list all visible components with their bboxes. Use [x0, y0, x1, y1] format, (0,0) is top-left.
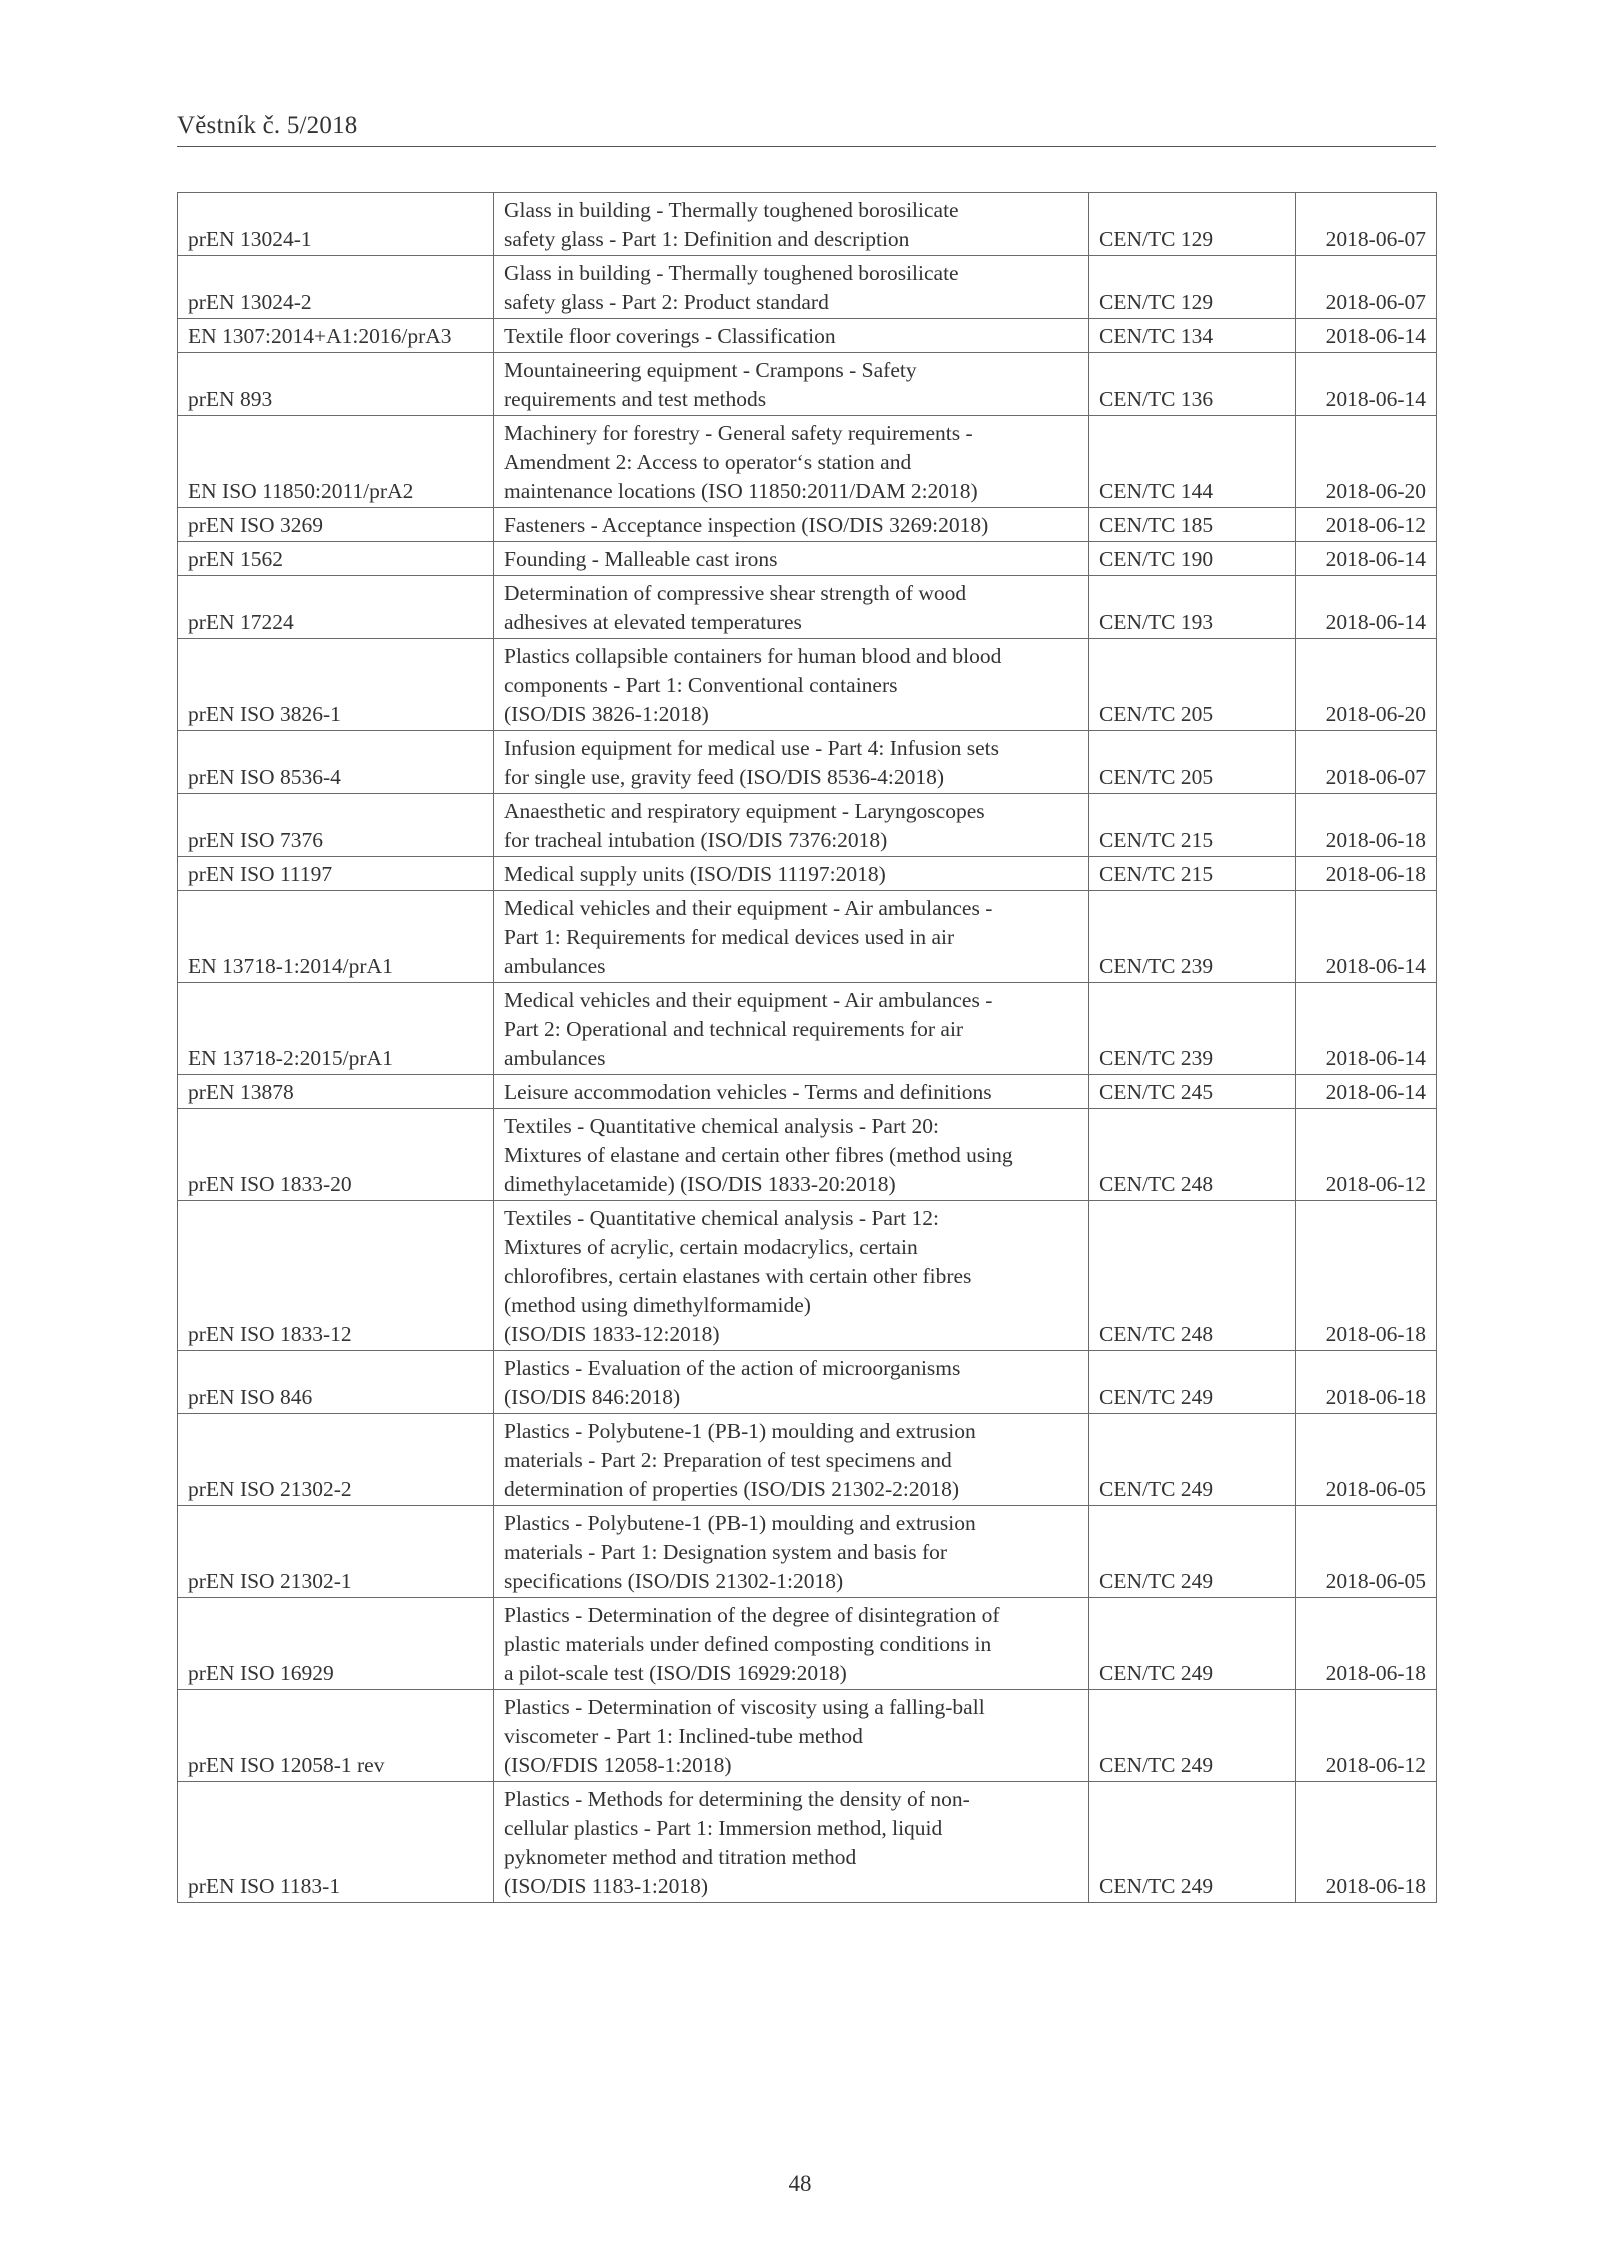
technical-committee-cell: [1089, 794, 1296, 857]
standard-code-text: EN 13718-1:2014/prA1: [188, 954, 393, 978]
standard-code-cell: [178, 1414, 494, 1506]
standard-code-cell: [178, 1109, 494, 1201]
deadline-date-cell: [1296, 1506, 1437, 1598]
technical-committee-cell: [1089, 891, 1296, 983]
deadline-date-text: 2018-06-20: [1325, 479, 1426, 503]
table-row: [178, 731, 1437, 794]
technical-committee-cell: [1089, 983, 1296, 1075]
deadline-date-text: 2018-06-18: [1325, 828, 1426, 852]
standard-code-cell: [178, 256, 494, 319]
technical-committee-cell: [1089, 731, 1296, 794]
table-row: [178, 1690, 1437, 1782]
standard-code-text: prEN 13878: [188, 1080, 294, 1104]
technical-committee-text: CEN/TC 249: [1099, 1385, 1214, 1409]
deadline-date-cell: [1296, 542, 1437, 576]
standard-title-cell: [494, 731, 1089, 794]
deadline-date-text: 2018-06-07: [1325, 227, 1426, 251]
technical-committee-text: CEN/TC 129: [1099, 227, 1214, 251]
deadline-date-cell: [1296, 1075, 1437, 1109]
standard-title-cell: [494, 639, 1089, 731]
deadline-date-cell: [1296, 1201, 1437, 1351]
standard-code-text: prEN ISO 7376: [188, 828, 323, 852]
table-row: [178, 576, 1437, 639]
standard-code-text: prEN ISO 1833-12: [188, 1322, 352, 1346]
deadline-date-text: 2018-06-14: [1325, 1080, 1426, 1104]
deadline-date-cell: [1296, 319, 1437, 353]
standard-code-text: prEN ISO 21302-2: [188, 1477, 352, 1501]
deadline-date-text: 2018-06-05: [1325, 1569, 1426, 1593]
standard-code-cell: [178, 731, 494, 794]
standard-code-text: prEN ISO 846: [188, 1385, 313, 1409]
standard-title-cell: [494, 319, 1089, 353]
standard-title-text: Mountaineering equipment - Crampons - Safety requirements and test methods: [504, 358, 917, 411]
technical-committee-cell: [1089, 193, 1296, 256]
standard-title-cell: [494, 416, 1089, 508]
technical-committee-cell: [1089, 256, 1296, 319]
standard-title-cell: [494, 1690, 1089, 1782]
page-header-title: Věstník č. 5/2018: [177, 112, 358, 139]
technical-committee-text: CEN/TC 215: [1099, 828, 1214, 852]
standard-code-text: prEN ISO 21302-1: [188, 1569, 352, 1593]
technical-committee-cell: [1089, 1109, 1296, 1201]
technical-committee-text: CEN/TC 249: [1099, 1569, 1214, 1593]
deadline-date-cell: [1296, 1598, 1437, 1690]
deadline-date-text: 2018-06-20: [1325, 702, 1426, 726]
standard-title-text: Medical supply units (ISO/DIS 11197:2018): [504, 862, 886, 886]
technical-committee-text: CEN/TC 205: [1099, 702, 1214, 726]
standard-title-text: Textiles - Quantitative chemical analysis - Part 20: Mixtures of elastane and certain other fibres (method using dimethylacetamide) (ISO/DIS 1833-20:2018): [504, 1114, 1013, 1196]
technical-committee-text: CEN/TC 144: [1099, 479, 1214, 503]
technical-committee-cell: [1089, 1351, 1296, 1414]
technical-committee-cell: [1089, 508, 1296, 542]
table-row: [178, 1075, 1437, 1109]
page-number: 48: [788, 2171, 812, 2196]
standard-title-cell: [494, 353, 1089, 416]
standard-code-cell: [178, 416, 494, 508]
standard-title-text: Plastics - Determination of the degree of disintegration of plastic materials under defined composting conditions in a pilot-scale test (ISO/DIS 16929:2018): [504, 1603, 1000, 1685]
deadline-date-cell: [1296, 1782, 1437, 1903]
standard-title-text: Machinery for forestry - General safety requirements - Amendment 2: Access to operator‘s station and maintenance locations (ISO 11850:2011/DAM 2:2018): [504, 421, 978, 503]
deadline-date-cell: [1296, 731, 1437, 794]
technical-committee-text: CEN/TC 248: [1099, 1172, 1214, 1196]
standard-title-cell: [494, 1414, 1089, 1506]
standard-code-text: prEN ISO 3269: [188, 513, 323, 537]
standard-title-text: Glass in building - Thermally toughened borosilicate safety glass - Part 2: Product standard: [504, 261, 959, 314]
standard-code-cell: [178, 1506, 494, 1598]
table-row: [178, 416, 1437, 508]
table-row: [178, 1506, 1437, 1598]
standards-table: [177, 192, 1437, 1903]
standard-code-text: EN 1307:2014+A1:2016/prA3: [188, 324, 452, 348]
deadline-date-cell: [1296, 353, 1437, 416]
standard-code-cell: [178, 1201, 494, 1351]
standard-title-text: Textile floor coverings - Classification: [504, 324, 836, 348]
deadline-date-cell: [1296, 1351, 1437, 1414]
standard-code-text: prEN 1562: [188, 547, 283, 571]
standard-title-text: Plastics - Polybutene-1 (PB-1) moulding and extrusion materials - Part 1: Designation system and basis for specifications (ISO/DIS 21302-1:2018): [504, 1511, 976, 1593]
deadline-date-text: 2018-06-14: [1325, 324, 1426, 348]
standard-title-cell: [494, 1351, 1089, 1414]
deadline-date-text: 2018-06-12: [1325, 1172, 1426, 1196]
deadline-date-text: 2018-06-14: [1325, 610, 1426, 634]
technical-committee-text: CEN/TC 185: [1099, 513, 1214, 537]
table-row: [178, 1414, 1437, 1506]
table-row: [178, 193, 1437, 256]
table-row: [178, 857, 1437, 891]
standard-title-text: Textiles - Quantitative chemical analysis - Part 12: Mixtures of acrylic, certain modacrylics, certain chlorofibres, certain elastanes with certain other fibres (method using dimethylformamide) (ISO/DIS 1833-12:2018): [504, 1206, 972, 1346]
standard-title-text: Medical vehicles and their equipment - Air ambulances - Part 1: Requirements for medical devices used in air ambulances: [504, 896, 993, 978]
standard-code-cell: [178, 576, 494, 639]
technical-committee-cell: [1089, 857, 1296, 891]
standard-code-cell: [178, 1351, 494, 1414]
standard-title-text: Infusion equipment for medical use - Part 4: Infusion sets for single use, gravity feed (ISO/DIS 8536-4:2018): [504, 736, 999, 789]
standard-code-cell: [178, 639, 494, 731]
technical-committee-text: CEN/TC 129: [1099, 290, 1214, 314]
technical-committee-cell: [1089, 576, 1296, 639]
deadline-date-text: 2018-06-14: [1325, 1046, 1426, 1070]
technical-committee-text: CEN/TC 245: [1099, 1080, 1214, 1104]
technical-committee-cell: [1089, 416, 1296, 508]
standard-title-cell: [494, 794, 1089, 857]
standard-title-text: Plastics - Evaluation of the action of microorganisms (ISO/DIS 846:2018): [504, 1356, 961, 1409]
technical-committee-cell: [1089, 1506, 1296, 1598]
standard-code-cell: [178, 1075, 494, 1109]
table-row: [178, 508, 1437, 542]
technical-committee-text: CEN/TC 249: [1099, 1661, 1214, 1685]
table-row: [178, 1782, 1437, 1903]
deadline-date-cell: [1296, 256, 1437, 319]
standard-code-cell: [178, 1598, 494, 1690]
standard-title-cell: [494, 1506, 1089, 1598]
table-row: [178, 542, 1437, 576]
standard-title-text: Glass in building - Thermally toughened borosilicate safety glass - Part 1: Definition and description: [504, 198, 959, 251]
deadline-date-text: 2018-06-12: [1325, 513, 1426, 537]
standard-code-text: prEN ISO 3826-1: [188, 702, 341, 726]
deadline-date-cell: [1296, 1414, 1437, 1506]
technical-committee-text: CEN/TC 134: [1099, 324, 1214, 348]
technical-committee-text: CEN/TC 193: [1099, 610, 1214, 634]
technical-committee-cell: [1089, 1690, 1296, 1782]
standard-code-text: prEN ISO 1833-20: [188, 1172, 352, 1196]
deadline-date-text: 2018-06-18: [1325, 1661, 1426, 1685]
deadline-date-cell: [1296, 639, 1437, 731]
standard-code-text: prEN 17224: [188, 610, 294, 634]
technical-committee-text: CEN/TC 190: [1099, 547, 1214, 571]
standard-code-cell: [178, 891, 494, 983]
standard-title-text: Leisure accommodation vehicles - Terms and definitions: [504, 1080, 992, 1104]
standard-code-text: EN 13718-2:2015/prA1: [188, 1046, 393, 1070]
deadline-date-cell: [1296, 983, 1437, 1075]
deadline-date-cell: [1296, 794, 1437, 857]
deadline-date-text: 2018-06-14: [1325, 954, 1426, 978]
standard-code-text: prEN ISO 12058-1 rev: [188, 1753, 385, 1777]
standard-code-text: prEN 893: [188, 387, 273, 411]
technical-committee-text: CEN/TC 239: [1099, 1046, 1214, 1070]
deadline-date-cell: [1296, 891, 1437, 983]
standard-title-cell: [494, 1782, 1089, 1903]
standard-title-cell: [494, 542, 1089, 576]
standard-title-text: Plastics - Determination of viscosity using a falling-ball viscometer - Part 1: Inclined-tube method (ISO/FDIS 12058-1:2018): [504, 1695, 985, 1777]
standard-title-text: Plastics - Polybutene-1 (PB-1) moulding and extrusion materials - Part 2: Preparation of test specimens and determination of properties (ISO/DIS 21302-2:2018): [504, 1419, 976, 1501]
standard-code-cell: [178, 508, 494, 542]
standard-code-cell: [178, 983, 494, 1075]
deadline-date-cell: [1296, 416, 1437, 508]
deadline-date-cell: [1296, 1690, 1437, 1782]
table-row: [178, 353, 1437, 416]
standard-title-cell: [494, 983, 1089, 1075]
deadline-date-text: 2018-06-18: [1325, 1385, 1426, 1409]
standard-title-cell: [494, 891, 1089, 983]
table-row: [178, 319, 1437, 353]
standard-title-cell: [494, 1109, 1089, 1201]
technical-committee-text: CEN/TC 239: [1099, 954, 1214, 978]
standard-title-cell: [494, 1201, 1089, 1351]
technical-committee-cell: [1089, 639, 1296, 731]
standard-title-text: Plastics - Methods for determining the density of non- cellular plastics - Part 1: Immersion method, liquid pyknometer method and titration method (ISO/DIS 1183-1:2018): [504, 1787, 970, 1898]
technical-committee-cell: [1089, 1201, 1296, 1351]
standard-title-cell: [494, 193, 1089, 256]
standard-code-cell: [178, 857, 494, 891]
technical-committee-text: CEN/TC 136: [1099, 387, 1214, 411]
deadline-date-text: 2018-06-18: [1325, 862, 1426, 886]
technical-committee-text: CEN/TC 215: [1099, 862, 1214, 886]
table-row: [178, 1351, 1437, 1414]
deadline-date-text: 2018-06-14: [1325, 387, 1426, 411]
table-row: [178, 256, 1437, 319]
table-row: [178, 983, 1437, 1075]
standard-code-cell: [178, 1782, 494, 1903]
deadline-date-text: 2018-06-14: [1325, 547, 1426, 571]
deadline-date-cell: [1296, 576, 1437, 639]
table-row: [178, 1109, 1437, 1201]
standard-code-text: prEN 13024-2: [188, 290, 312, 314]
technical-committee-text: CEN/TC 249: [1099, 1874, 1214, 1898]
standard-title-text: Founding - Malleable cast irons: [504, 547, 778, 571]
standard-title-text: Determination of compressive shear strength of wood adhesives at elevated temperatures: [504, 581, 967, 634]
standard-title-cell: [494, 1598, 1089, 1690]
table-row: [178, 1201, 1437, 1351]
deadline-date-cell: [1296, 193, 1437, 256]
technical-committee-cell: [1089, 353, 1296, 416]
standard-code-cell: [178, 794, 494, 857]
technical-committee-text: CEN/TC 249: [1099, 1753, 1214, 1777]
standard-title-cell: [494, 508, 1089, 542]
standard-code-cell: [178, 1690, 494, 1782]
deadline-date-text: 2018-06-05: [1325, 1477, 1426, 1501]
standard-code-cell: [178, 193, 494, 256]
standard-title-text: Anaesthetic and respiratory equipment - Laryngoscopes for tracheal intubation (ISO/DIS 7376:2018): [504, 799, 985, 852]
standard-code-text: prEN ISO 8536-4: [188, 765, 341, 789]
standard-title-text: Fasteners - Acceptance inspection (ISO/DIS 3269:2018): [504, 513, 989, 537]
standard-title-text: Plastics collapsible containers for human blood and blood components - Part 1: Conventional containers (ISO/DIS 3826-1:2018): [504, 644, 1002, 726]
standard-title-cell: [494, 857, 1089, 891]
deadline-date-text: 2018-06-07: [1325, 290, 1426, 314]
table-row: [178, 794, 1437, 857]
standard-title-text: Medical vehicles and their equipment - Air ambulances - Part 2: Operational and technical requirements for air ambulances: [504, 988, 993, 1070]
standard-code-text: prEN ISO 16929: [188, 1661, 334, 1685]
table-row: [178, 639, 1437, 731]
technical-committee-cell: [1089, 319, 1296, 353]
table-row: [178, 891, 1437, 983]
technical-committee-text: CEN/TC 248: [1099, 1322, 1214, 1346]
standard-code-cell: [178, 542, 494, 576]
deadline-date-text: 2018-06-07: [1325, 765, 1426, 789]
technical-committee-text: CEN/TC 249: [1099, 1477, 1214, 1501]
standard-title-cell: [494, 576, 1089, 639]
deadline-date-text: 2018-06-12: [1325, 1753, 1426, 1777]
standard-title-cell: [494, 1075, 1089, 1109]
deadline-date-cell: [1296, 508, 1437, 542]
table-row: [178, 1598, 1437, 1690]
standards-table-body: [178, 193, 1437, 1903]
technical-committee-cell: [1089, 1598, 1296, 1690]
technical-committee-text: CEN/TC 205: [1099, 765, 1214, 789]
header-divider: [177, 146, 1436, 147]
technical-committee-cell: [1089, 542, 1296, 576]
deadline-date-cell: [1296, 1109, 1437, 1201]
standard-code-text: prEN ISO 11197: [188, 862, 333, 886]
standard-code-text: prEN 13024-1: [188, 227, 312, 251]
technical-committee-cell: [1089, 1782, 1296, 1903]
standard-code-cell: [178, 353, 494, 416]
standard-code-text: EN ISO 11850:2011/prA2: [188, 479, 414, 503]
technical-committee-cell: [1089, 1075, 1296, 1109]
deadline-date-text: 2018-06-18: [1325, 1322, 1426, 1346]
deadline-date-text: 2018-06-18: [1325, 1874, 1426, 1898]
technical-committee-cell: [1089, 1414, 1296, 1506]
deadline-date-cell: [1296, 857, 1437, 891]
standard-code-text: prEN ISO 1183-1: [188, 1874, 341, 1898]
standard-code-cell: [178, 319, 494, 353]
standard-title-cell: [494, 256, 1089, 319]
